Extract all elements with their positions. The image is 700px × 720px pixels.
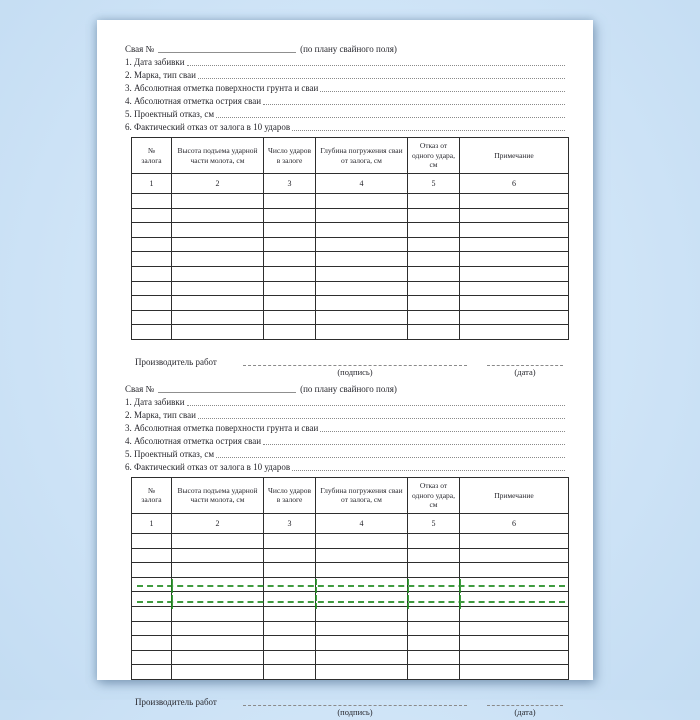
fill-in-line	[292, 122, 565, 131]
date-caption: (дата)	[514, 366, 536, 377]
table-empty-cell	[132, 296, 172, 311]
table-empty-cell	[132, 208, 172, 223]
form-line-tip-elevation	[125, 93, 565, 106]
green-dashed-annotation-line	[137, 601, 565, 603]
table-empty-cell	[460, 563, 569, 578]
pile-plan-note: (по плану свайного поля)	[300, 383, 397, 394]
pile-number-line	[125, 40, 565, 54]
table-empty-cell	[316, 266, 408, 281]
table-empty-cell	[264, 650, 316, 665]
table-empty-cell	[316, 563, 408, 578]
table-empty-cell	[408, 636, 460, 651]
column-number: 2	[172, 513, 264, 533]
form-line-label: 4. Абсолютная отметка острия сваи	[125, 96, 262, 106]
pile-number-label: Свая №	[125, 44, 155, 54]
table-empty-cell	[460, 650, 569, 665]
table-empty-row	[132, 592, 569, 607]
table-empty-cell	[316, 325, 408, 340]
table-empty-cell	[172, 281, 264, 296]
form-line-date	[125, 54, 565, 67]
table-empty-cell	[132, 325, 172, 340]
table-empty-cell	[408, 223, 460, 238]
table-empty-cell	[132, 310, 172, 325]
table-empty-cell	[460, 194, 569, 209]
date-caption: (дата)	[514, 706, 536, 717]
header-refusal-per-blow: Отказ от одного удара, см	[408, 138, 460, 174]
table-empty-cell	[316, 665, 408, 680]
header-note: Примечание	[460, 477, 569, 513]
form-line-ground-elevation	[125, 80, 565, 93]
header-note: Примечание	[460, 138, 569, 174]
table-empty-row	[132, 310, 569, 325]
table-empty-cell	[264, 325, 316, 340]
table-header-row	[132, 477, 569, 513]
works-supervisor-label: Производитель работ	[135, 696, 217, 707]
table-empty-cell	[132, 665, 172, 680]
table-empty-cell	[316, 548, 408, 563]
table-empty-cell	[264, 665, 316, 680]
table-empty-cell	[316, 650, 408, 665]
table-empty-cell	[316, 208, 408, 223]
column-number: 5	[408, 513, 460, 533]
form-line-ground-elevation	[125, 420, 565, 433]
pile-number-label: Свая №	[125, 383, 155, 394]
header-pledge-number: № залога	[132, 138, 172, 174]
table-empty-cell	[264, 606, 316, 621]
header-penetration-depth: Глубина погружения сваи от залога, см	[316, 477, 408, 513]
table-empty-cell	[316, 296, 408, 311]
table-empty-row	[132, 533, 569, 548]
table-empty-cell	[408, 296, 460, 311]
table-empty-cell	[408, 310, 460, 325]
table-empty-cell	[172, 252, 264, 267]
table-empty-cell	[132, 606, 172, 621]
table-empty-cell	[132, 223, 172, 238]
header-refusal-per-blow: Отказ от одного удара, см	[408, 477, 460, 513]
column-number: 6	[460, 174, 569, 194]
table-empty-cell	[172, 563, 264, 578]
table-empty-cell	[172, 237, 264, 252]
table-empty-cell	[316, 310, 408, 325]
table-empty-cell	[460, 533, 569, 548]
table-empty-cell	[264, 533, 316, 548]
table-empty-cell	[132, 237, 172, 252]
table-empty-cell	[460, 665, 569, 680]
table-empty-cell	[408, 252, 460, 267]
table-empty-cell	[460, 606, 569, 621]
table-empty-row	[132, 237, 569, 252]
table-empty-cell	[408, 592, 460, 607]
green-dashed-annotation-tick	[407, 579, 409, 609]
table-empty-row	[132, 325, 569, 340]
table-empty-cell	[460, 325, 569, 340]
table-empty-cell	[316, 252, 408, 267]
table-empty-cell	[132, 252, 172, 267]
table-empty-cell	[172, 592, 264, 607]
table-empty-cell	[172, 296, 264, 311]
works-supervisor-label: Производитель работ	[135, 356, 217, 367]
table-empty-row	[132, 606, 569, 621]
form-line-label: 1. Дата забивки	[125, 57, 185, 67]
form-line-label: 3. Абсолютная отметка поверхности грунта и сваи	[125, 83, 319, 93]
table-empty-cell	[460, 208, 569, 223]
table-empty-cell	[132, 636, 172, 651]
table-empty-cell	[316, 606, 408, 621]
table-empty-cell	[408, 325, 460, 340]
form-line-label: 2. Марка, тип сваи	[125, 409, 196, 420]
date-line	[487, 692, 563, 706]
form-line-pile-type	[125, 67, 565, 80]
signature-block-1	[125, 352, 565, 380]
table-empty-cell	[172, 266, 264, 281]
signature-line	[243, 352, 467, 366]
table-empty-cell	[316, 281, 408, 296]
table-empty-cell	[316, 621, 408, 636]
table-empty-cell	[460, 281, 569, 296]
fill-in-line	[320, 83, 565, 92]
header-penetration-depth: Глубина погружения сваи от залога, см	[316, 138, 408, 174]
table-empty-cell	[316, 237, 408, 252]
green-dashed-annotation-line	[137, 585, 565, 587]
table-empty-cell	[264, 194, 316, 209]
table-empty-cell	[460, 592, 569, 607]
header-blow-count: Число ударов в залоге	[264, 138, 316, 174]
pile-plan-note: (по плану свайного поля)	[300, 44, 397, 54]
table-empty-cell	[264, 237, 316, 252]
form-line-actual-refusal	[125, 119, 565, 132]
fill-in-line	[263, 436, 565, 445]
header-hammer-lift-height: Высота подъема ударной части молота, см	[172, 477, 264, 513]
column-number-row	[132, 513, 569, 533]
fill-in-line	[198, 410, 565, 419]
form-line-label: 1. Дата забивки	[125, 396, 185, 407]
form-line-tip-elevation	[125, 433, 565, 446]
table-empty-cell	[264, 266, 316, 281]
column-number-row	[132, 174, 569, 194]
column-number: 3	[264, 513, 316, 533]
column-number: 6	[460, 513, 569, 533]
table-empty-cell	[264, 621, 316, 636]
table-empty-cell	[408, 563, 460, 578]
signature-caption: (подпись)	[337, 706, 373, 717]
form-line-label: 6. Фактический отказ от залога в 10 ударов	[125, 122, 291, 132]
table-empty-cell	[408, 266, 460, 281]
table-empty-cell	[460, 296, 569, 311]
green-dashed-annotation-tick	[315, 579, 317, 609]
form-line-label: 5. Проектный отказ, см	[125, 448, 215, 459]
table-empty-cell	[132, 592, 172, 607]
table-empty-row	[132, 636, 569, 651]
table-empty-cell	[408, 533, 460, 548]
table-empty-cell	[132, 533, 172, 548]
column-number: 1	[132, 174, 172, 194]
column-number: 5	[408, 174, 460, 194]
pile-driving-table-2	[131, 477, 569, 680]
header-hammer-lift-height: Высота подъема ударной части молота, см	[172, 138, 264, 174]
header-pledge-number: № залога	[132, 477, 172, 513]
signature-caption: (подпись)	[337, 366, 373, 377]
column-number: 3	[264, 174, 316, 194]
table-empty-cell	[132, 563, 172, 578]
pile-number-blank-field	[158, 383, 296, 393]
column-number: 1	[132, 513, 172, 533]
table-empty-row	[132, 223, 569, 238]
table-empty-cell	[408, 281, 460, 296]
fill-in-line	[320, 423, 565, 432]
table-empty-cell	[408, 621, 460, 636]
date-line	[487, 352, 563, 366]
pile-driving-table-1	[131, 137, 569, 340]
table-empty-cell	[316, 223, 408, 238]
table-empty-row	[132, 650, 569, 665]
table-empty-cell	[172, 533, 264, 548]
form-line-label: 2. Марка, тип сваи	[125, 70, 196, 80]
table-empty-cell	[316, 592, 408, 607]
table-empty-cell	[408, 665, 460, 680]
table-empty-cell	[460, 548, 569, 563]
table-empty-cell	[460, 223, 569, 238]
table-header-row	[132, 138, 569, 174]
form-line-label: 4. Абсолютная отметка острия сваи	[125, 435, 262, 446]
table-empty-cell	[132, 266, 172, 281]
table-empty-cell	[408, 650, 460, 665]
form-line-date	[125, 394, 565, 407]
pile-number-blank-field	[158, 43, 296, 53]
table-empty-cell	[460, 621, 569, 636]
table-empty-cell	[132, 621, 172, 636]
table-empty-cell	[316, 533, 408, 548]
green-dashed-annotation-tick	[171, 579, 173, 609]
table-empty-cell	[264, 296, 316, 311]
header-blow-count: Число ударов в залоге	[264, 477, 316, 513]
table-empty-cell	[172, 665, 264, 680]
table-empty-cell	[172, 310, 264, 325]
table-empty-cell	[460, 266, 569, 281]
table-empty-cell	[172, 194, 264, 209]
pile-table-wrap-1	[131, 137, 568, 340]
table-empty-cell	[460, 310, 569, 325]
table-empty-cell	[264, 548, 316, 563]
signature-line	[243, 692, 467, 706]
table-empty-row	[132, 252, 569, 267]
table-empty-cell	[264, 592, 316, 607]
table-empty-cell	[316, 636, 408, 651]
table-empty-cell	[408, 606, 460, 621]
table-empty-cell	[460, 237, 569, 252]
table-empty-cell	[264, 208, 316, 223]
fill-in-line	[216, 449, 565, 458]
table-empty-cell	[264, 223, 316, 238]
form-line-design-refusal	[125, 106, 565, 119]
table-empty-row	[132, 665, 569, 680]
table-empty-row	[132, 208, 569, 223]
pile-record-section-1	[125, 40, 565, 380]
table-empty-cell	[172, 548, 264, 563]
table-empty-cell	[132, 281, 172, 296]
pile-table-wrap-2	[131, 477, 568, 680]
table-empty-cell	[316, 194, 408, 209]
table-empty-cell	[408, 194, 460, 209]
fill-in-line	[216, 109, 565, 118]
table-empty-cell	[264, 252, 316, 267]
table-empty-cell	[408, 237, 460, 252]
column-number: 2	[172, 174, 264, 194]
form-line-label: 5. Проектный отказ, см	[125, 109, 215, 119]
table-empty-cell	[460, 636, 569, 651]
table-empty-row	[132, 266, 569, 281]
table-empty-cell	[172, 325, 264, 340]
table-empty-cell	[408, 208, 460, 223]
document-page	[97, 20, 593, 717]
fill-in-line	[198, 70, 565, 79]
form-line-design-refusal	[125, 446, 565, 459]
table-empty-cell	[408, 548, 460, 563]
fill-in-line	[263, 96, 565, 105]
form-line-label: 3. Абсолютная отметка поверхности грунта и сваи	[125, 422, 319, 433]
column-number: 4	[316, 174, 408, 194]
pile-number-line	[125, 380, 565, 394]
table-empty-row	[132, 281, 569, 296]
table-empty-row	[132, 194, 569, 209]
table-empty-cell	[264, 636, 316, 651]
table-empty-cell	[264, 281, 316, 296]
pile-record-section-2	[125, 380, 565, 720]
form-line-pile-type	[125, 407, 565, 420]
column-number: 4	[316, 513, 408, 533]
signature-block-2	[125, 692, 565, 720]
form-line-actual-refusal	[125, 459, 565, 472]
table-empty-row	[132, 296, 569, 311]
table-empty-cell	[172, 636, 264, 651]
table-empty-cell	[172, 606, 264, 621]
form-line-label: 6. Фактический отказ от залога в 10 ударов	[125, 461, 291, 472]
fill-in-line	[292, 462, 565, 471]
table-empty-cell	[264, 310, 316, 325]
table-empty-row	[132, 621, 569, 636]
table-empty-cell	[132, 194, 172, 209]
table-empty-cell	[172, 208, 264, 223]
table-empty-cell	[460, 252, 569, 267]
table-empty-cell	[172, 650, 264, 665]
fill-in-line	[187, 397, 565, 406]
table-empty-row	[132, 563, 569, 578]
table-empty-row	[132, 548, 569, 563]
table-empty-cell	[132, 548, 172, 563]
green-dashed-annotation-tick	[459, 579, 461, 609]
table-empty-cell	[172, 621, 264, 636]
table-empty-cell	[264, 563, 316, 578]
table-empty-cell	[132, 650, 172, 665]
table-empty-cell	[172, 223, 264, 238]
fill-in-line	[187, 57, 565, 66]
